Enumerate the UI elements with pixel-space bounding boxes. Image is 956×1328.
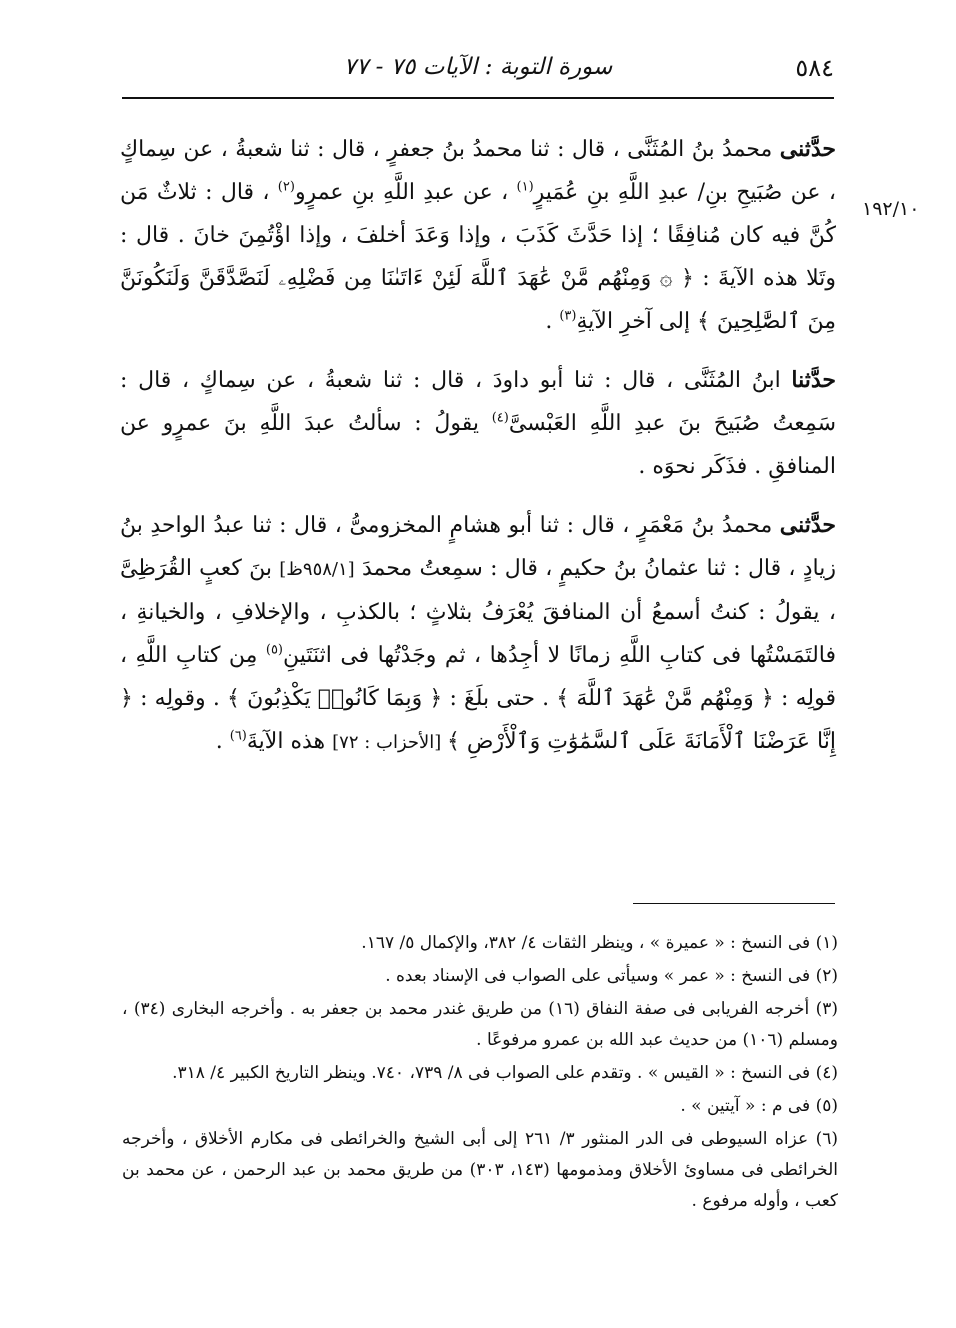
footnote-ref-6[interactable]: (٦): [229, 728, 247, 744]
footnote-ref-2[interactable]: (٢): [277, 179, 295, 195]
footnote-1: (١) فى النسخ : « عميرة » ، وينظر الثقات ٤/ ٣٨٢، والإكمال ٥/ ١٦٧.: [361, 933, 838, 953]
header-rule: [122, 97, 834, 99]
text-run: ، قال : ثلاثٌ مَن كُنَّ فيه كان مُنافِقًا ؛ إذا حَدَّثَ كَذَبَ ، وإذا وَعَدَ أخلفَ ، وإذا اؤْتُمِنَ خانَ . قال : وتَلا هذه الآيةَ :: [120, 180, 836, 291]
footnote-4: (٤) فى النسخ : « القيس » . وتقدم على الصواب فى ٨/ ٧٣٩، ٧٤٠. وينظر التاريخ الكبير ٤/ ٣١٨.: [172, 1063, 838, 1083]
footnote-separator: [633, 903, 835, 904]
footnote-3: (٣) أخرجه الفريابى فى صفة النفاق (١٦) من طريق غندر محمد بن جعفر به . وأخرجه البخارى (٣٤) ، ومسلم (١٠٦) من حديث عبد الله بن عمرو مرفوعًا .: [122, 999, 838, 1050]
text-run: بنَ كعبٍ القُرَظِىَّ ، يقولُ : كنتُ أسمعُ أن المنافقَ يُعْرَفُ بثلاثٍ ؛ بالكذبِ ، والإخلافِ ، والخيانةِ ، فالتَمَسْتُها فى كتابِ اللَّهِ زمانًا لا أجِدُها ، ثم وجَدْتُها فى اثنَتَينِ: [120, 556, 837, 668]
manuscript-page-ref: [٩٥٨/١ظ]: [279, 559, 355, 580]
footnote-6: (٦) عزاه السيوطى فى الدر المنثور ٣/ ٢٦١ إلى أبى الشيخ والخرائطى فى مكارم الأخلاق ، وأخرجه الخرائطى فى مساوئ الأخلاق ومذمومها (١٤٣، ٣٠٣) من طريق محمد بن عبد الرحمن ، عن محمد بن كعب ، وأوله مرفوع .: [122, 1129, 839, 1211]
quran-verse: ﴿ وَمِنْهُم مَّنْ عَٰهَدَ ٱللَّهَ ﴾: [556, 686, 774, 711]
paragraph-lead: حدَّثنى: [779, 136, 836, 162]
footnote-2: (٢) فى النسخ : « عمر » وسيأتى على الصواب فى الإسناد بعده .: [385, 966, 838, 986]
text-run: ، عن عبدِ اللَّهِ بنِ عمرٍو: [294, 180, 517, 205]
paragraph-lead: حدَّثنى: [779, 512, 836, 538]
paragraph-lead: حدَّثنا: [791, 367, 836, 393]
text-run: . وقولِه :: [132, 686, 228, 711]
margin-reference: ١٩٢/١٠: [862, 198, 920, 220]
hadith-paragraph-3: [120, 504, 836, 764]
main-text: [120, 128, 836, 780]
text-run: إلى آخرِ الآيةِ: [576, 309, 698, 334]
footnote-ref-4[interactable]: (٤): [491, 410, 509, 426]
text-run: يقولُ : سألتُ عبدَ اللَّهِ بنَ عمرٍو عن المنافقِ . فذَكَر نحوَه .: [120, 411, 836, 479]
text-run: محمدُ بنُ المُثَنَّى ، قال : ثنا محمدُ بنُ جعفرٍ ، قال : ثنا شعبةُ ، عن سِماكٍ ، عن صُبَيحِ بنِ/ عبدِ اللَّهِ بنِ عُمَيرٍ: [120, 137, 836, 205]
quran-verse: ﴿ ۞ وَمِنْهُم مَّنْ عَٰهَدَ ٱللَّهَ لَئِنْ ءَاتَىٰنَا مِن فَضْلِهِۦ لَنَصَّدَّقَنَّ وَلَنَكُونَنَّ مِنَ ٱلصَّٰلِحِينَ ﴾: [120, 266, 836, 334]
hadith-paragraph-1: [120, 128, 836, 343]
hadith-paragraph-2: [120, 359, 836, 488]
footnote-ref-1[interactable]: (١): [516, 179, 534, 195]
text-run: ابنُ المُثَنَّى ، قال : ثنا أبو داودَ ، قال : ثنا شعبةُ ، عن سِماكٍ ، قال : سَمِعتُ صُبَيحَ بنَ عبدِ اللَّهِ العَبْسىَّ: [120, 368, 836, 436]
footnote-5: (٥) فى م : « آيتين » .: [680, 1096, 838, 1116]
page-header: [122, 48, 834, 92]
text-run: مِن كتابِ اللَّهِ ، قولِه :: [120, 643, 836, 711]
quran-verse: ﴿ وَبِمَا كَانُوا۟ يَكْذِبُونَ ﴾: [227, 686, 443, 711]
surah-reference: [الأحزاب : ٧٢]: [332, 732, 448, 753]
text-run: هذه الآيةَ: [246, 729, 333, 754]
footnotes: [122, 928, 838, 1219]
quran-verse: ﴿ إِنَّا عَرَضْنَا ٱلْأَمَانَةَ عَلَى ٱلسَّمَٰوَٰتِ وَٱلْأَرْضِ ﴾: [120, 686, 836, 754]
text-run: .: [545, 309, 560, 334]
footnote-ref-3[interactable]: (٣): [559, 308, 577, 324]
page-number: ٥٨٤: [795, 54, 834, 82]
surah-title: سورة التوبة : الآيات ٧٥ - ٧٧: [343, 54, 613, 80]
footnote-ref-5[interactable]: (٥): [265, 642, 283, 658]
text-run: .: [215, 729, 230, 754]
text-run: محمدُ بنُ مَعْمَرٍ ، قال : ثنا أبو هشامٍ المخزومىُّ ، قال : ثنا عبدُ الواحدِ بنُ زيادٍ ، قال : ثنا عثمانُ بنُ حكيمٍ ، قال : سمِعتُ محمدَ: [120, 513, 836, 581]
text-run: . حتى بلَغَ :: [442, 686, 557, 711]
